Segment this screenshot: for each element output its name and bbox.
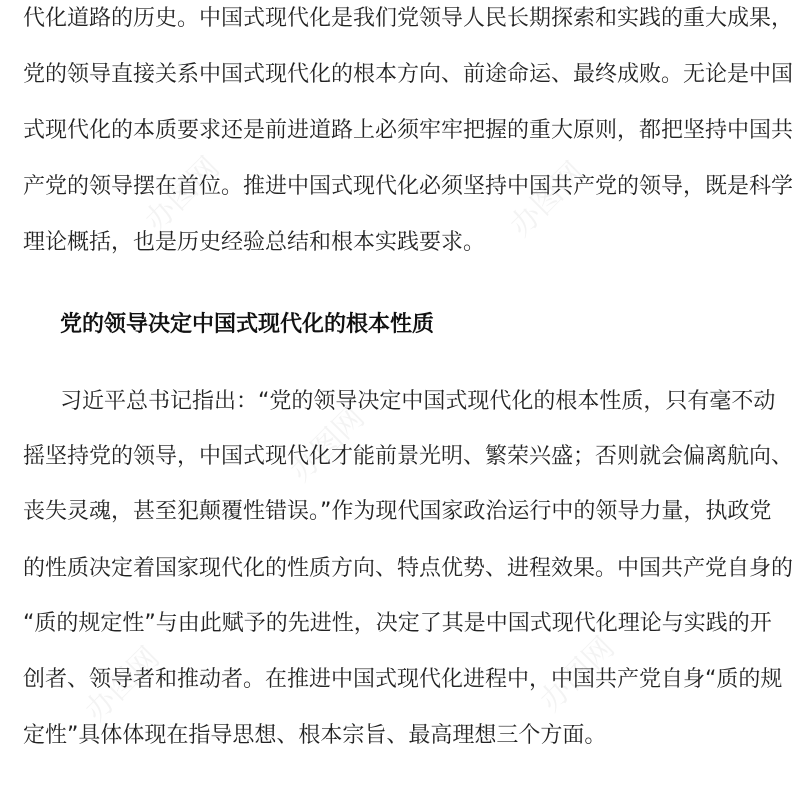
paragraph-line: 理论概括，也是历史经验总结和根本实践要求。 <box>23 230 486 255</box>
section-heading: 党的领导决定中国式现代化的根本性质 <box>60 312 435 337</box>
paragraph-line: 定性”具体体现在指导思想、根本宗旨、最高理想三个方面。 <box>23 723 607 748</box>
paragraph-line: 产党的领导摆在首位。推进中国式现代化必须坚持中国共产党的领导，既是科学 <box>23 174 794 199</box>
paragraph-line: 丧失灵魂，甚至犯颠覆性错误。”作为现代国家政治运行中的领导力量，执政党 <box>23 499 772 524</box>
paragraph-line: 的性质决定着国家现代化的性质方向、特点优势、进程效果。中国共产党自身的 <box>23 556 794 581</box>
watermark: 办图网 <box>138 150 227 239</box>
watermark: 办图网 <box>533 630 622 719</box>
paragraph-line: 代化道路的历史。中国式现代化是我们党领导人民长期探索和实践的重大成果， <box>23 6 794 31</box>
paragraph-line: 党的领导直接关系中国式现代化的根本方向、前途命运、最终成败。无论是中国 <box>23 62 794 87</box>
paragraph-line: 摇坚持党的领导，中国式现代化才能前景光明、繁荣兴盛；否则就会偏离航向、 <box>23 444 794 469</box>
paragraph-line: “质的规定性”与由此赋予的先进性，决定了其是中国式现代化理论与实践的开 <box>23 611 772 636</box>
watermark: 办图网 <box>283 400 372 489</box>
watermark: 办图网 <box>503 155 592 244</box>
watermark: 办图网 <box>78 640 167 729</box>
paragraph-line: 式现代化的本质要求还是前进道路上必须牢牢把握的重大原则，都把坚持中国共 <box>23 118 794 143</box>
paragraph-line: 创者、领导者和推动者。在推进中国式现代化进程中，中国共产党自身“质的规 <box>23 667 783 692</box>
paragraph-line: 习近平总书记指出：“党的领导决定中国式现代化的根本性质，只有毫不动 <box>60 389 776 414</box>
